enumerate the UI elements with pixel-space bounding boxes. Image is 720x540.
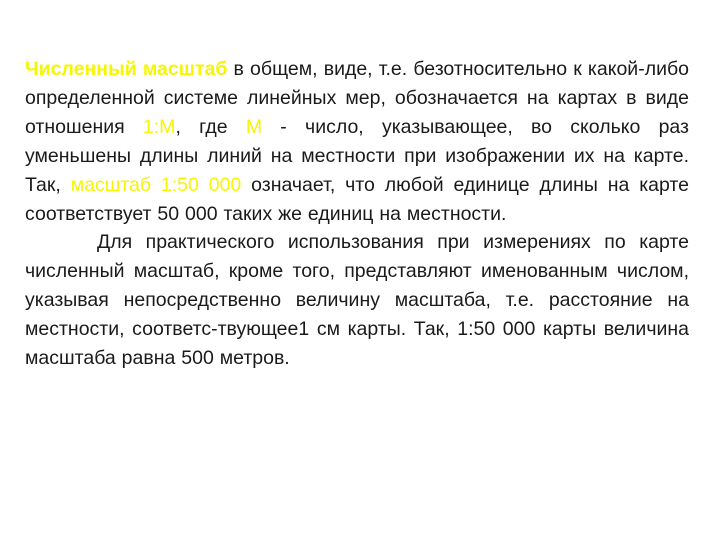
- paragraph-text: , где: [175, 115, 246, 138]
- slide-body: [25, 55, 689, 373]
- highlight-term: Численный масштаб: [25, 58, 228, 80]
- highlight-m-letter: М: [245, 115, 263, 138]
- paragraph-definition: [25, 55, 689, 228]
- paragraph-named-scale: Для практического использования при измерениях по карте численный масштаб, кроме того, представляют именованным числом, указывая непосредственно величину масштаба, т.е. расстояние на местности, соответс-твующее1 см карты. Так, 1:50 000 карты величина масштаба равна 500 метров.: [25, 231, 689, 370]
- paragraph-text: в общем, виде, т.е. безотносительно к какой-либо определенной системе линейных мер, обозначается на картах в виде отношения: [25, 58, 689, 138]
- paragraph-text: - число, указывающее, во сколько раз уменьшены длины линий на местности при изображении их на карте. Так,: [25, 115, 689, 196]
- highlight-example-scale: масштаб 1:50 000: [70, 173, 242, 196]
- highlight-ratio: 1:М: [142, 115, 176, 138]
- paragraph-text: означает, что любой единице длины на карте соответствует 50 000 таких же единиц на местности.: [25, 173, 689, 225]
